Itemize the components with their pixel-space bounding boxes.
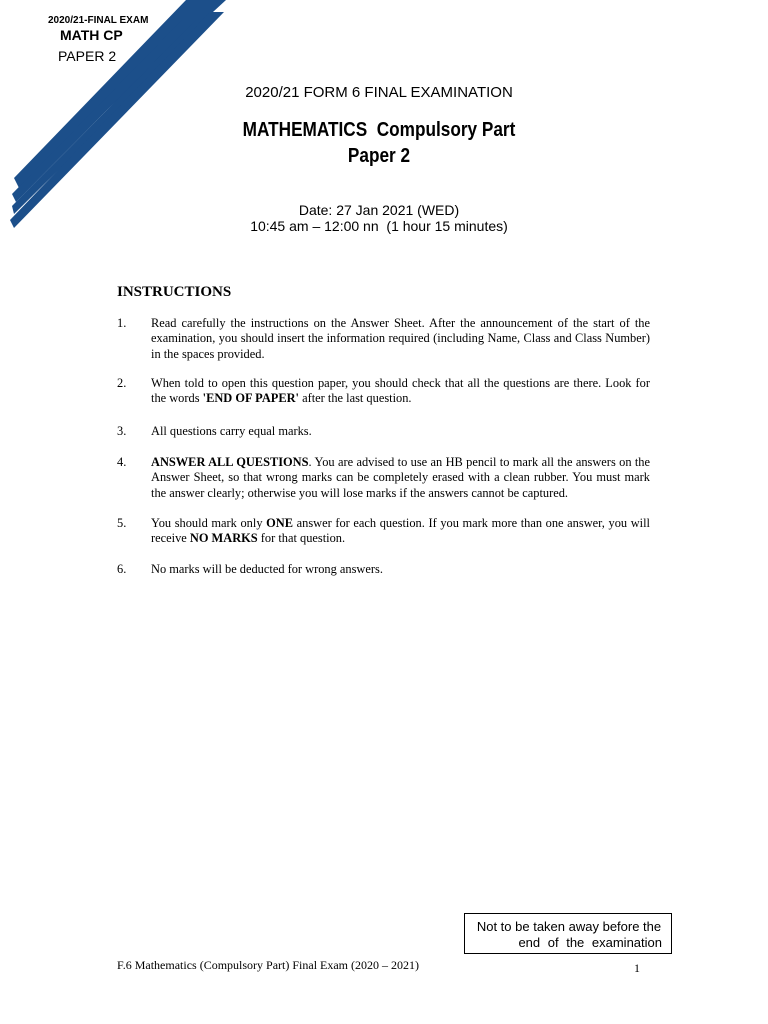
corner-paper-tag: PAPER 2 xyxy=(58,48,117,64)
instruction-number: 3. xyxy=(117,424,127,438)
notice-line: end of the examination xyxy=(518,935,662,950)
instruction-text: All questions carry equal marks. xyxy=(151,424,312,438)
instruction-text: Read carefully the instructions on the Answer Sheet. After the announcement of the start of the examination, you should insert the information required (including Name, Class and Class Number) in the spaces provided. xyxy=(151,316,650,361)
instruction-item xyxy=(117,562,650,577)
instruction-number: 5. xyxy=(117,516,127,530)
instruction-item xyxy=(117,316,650,362)
instruction-text-part: You should mark only xyxy=(151,516,267,530)
corner-subject-tag: MATH CP xyxy=(60,27,123,43)
subject-title: MATHEMATICS Compulsory Part xyxy=(242,119,516,141)
instruction-text-part: When told to open this question paper, you should check that all the questions are there. Look for the words xyxy=(151,376,650,406)
instruction-text xyxy=(151,455,650,501)
instruction-number: 4. xyxy=(117,455,127,469)
corner-exam-tag: 2020/21-FINAL EXAM xyxy=(48,15,149,26)
instruction-emphasis: ONE xyxy=(266,516,293,530)
instruction-item xyxy=(117,516,650,547)
instruction-text-part: after the last question. xyxy=(299,391,412,406)
exam-time: 10:45 am – 12:00 nn (1 hour 15 minutes) xyxy=(250,218,508,234)
instruction-item xyxy=(117,455,650,501)
exam-title: 2020/21 FORM 6 FINAL EXAMINATION xyxy=(245,84,513,101)
instruction-number: 6. xyxy=(117,562,127,576)
instruction-item xyxy=(117,424,650,439)
instruction-text: No marks will be deducted for wrong answers. xyxy=(151,562,383,576)
instructions-heading: INSTRUCTIONS xyxy=(117,284,232,300)
instruction-text xyxy=(151,516,650,547)
instruction-text-part: answer for each question. If you mark more than one answer, you will receive xyxy=(151,516,650,546)
instruction-number: 2. xyxy=(117,376,127,390)
instruction-item xyxy=(117,376,650,407)
instruction-emphasis: NO MARKS xyxy=(189,531,258,546)
instruction-text-part: . You are advised to use an HB pencil to mark all the answers on the Answer Sheet, so that wrong marks can be completely erased with a clean rubber. You must mark the answer clearly; otherwise you will lose marks if the answers cannot be captured. xyxy=(151,455,651,500)
instruction-emphasis: ANSWER ALL QUESTIONS xyxy=(151,455,309,469)
instruction-text-part: for that question. xyxy=(257,531,346,546)
notice-line: Not to be taken away before the xyxy=(476,919,662,934)
paper-title: Paper 2 xyxy=(347,145,411,167)
instruction-text xyxy=(151,376,650,407)
instruction-number: 1. xyxy=(117,316,127,330)
exam-date: Date: 27 Jan 2021 (WED) xyxy=(298,202,460,218)
page-number: 1 xyxy=(634,961,640,975)
notice-box xyxy=(464,913,672,954)
instruction-emphasis: 'END OF PAPER' xyxy=(202,391,299,406)
page-footer: F.6 Mathematics (Compulsory Part) Final Exam (2020 – 2021) xyxy=(117,958,420,972)
